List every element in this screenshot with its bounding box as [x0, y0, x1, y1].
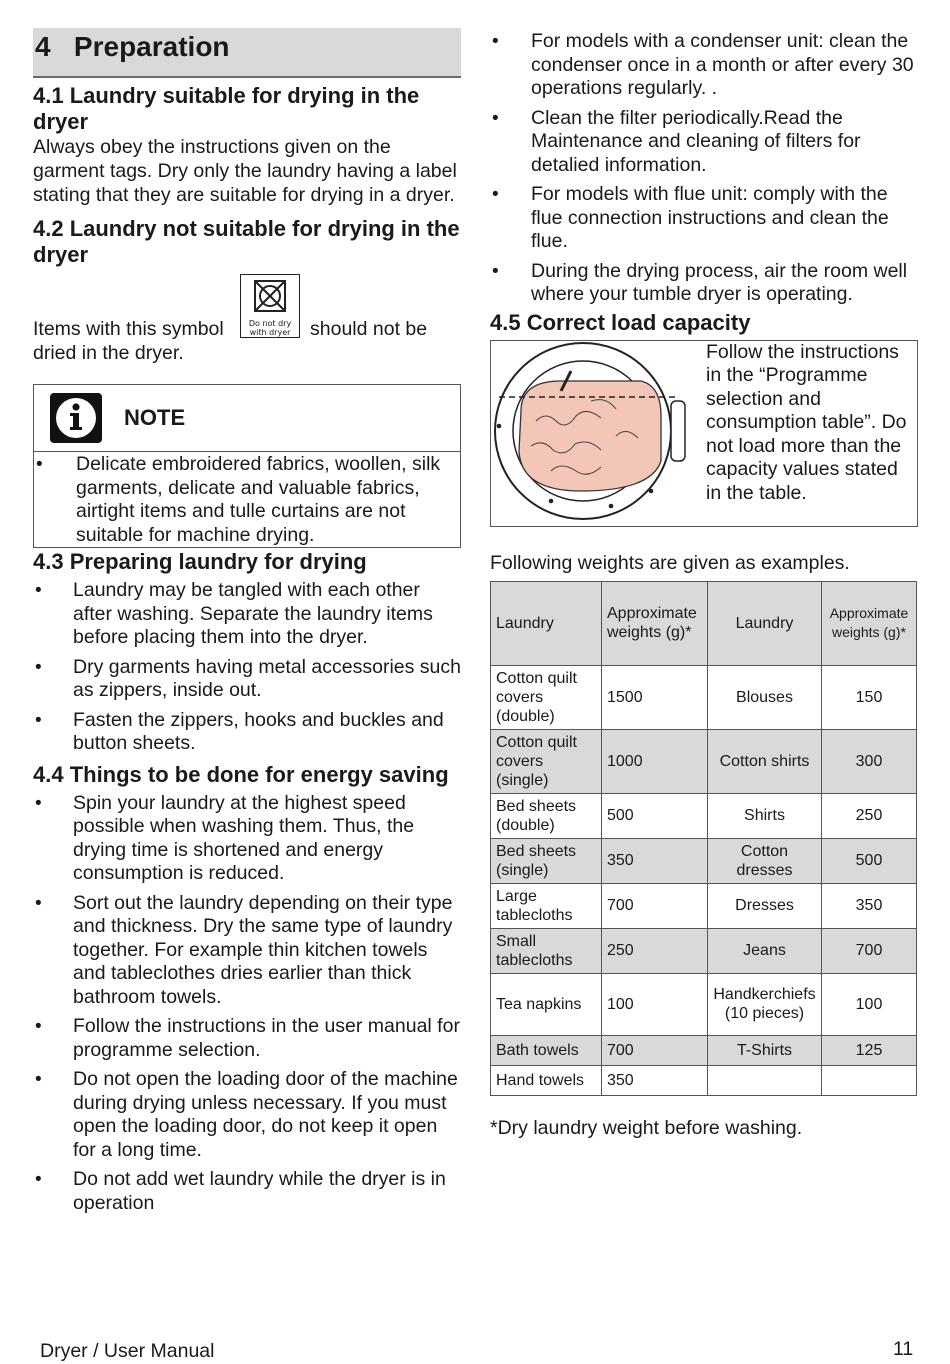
table-cell: Bath towels	[491, 1035, 602, 1065]
table-cell	[708, 1065, 822, 1095]
left-column	[33, 28, 461, 1221]
table-cell: 350	[602, 1065, 708, 1095]
note-body	[34, 453, 460, 547]
list-item: • For models with flue unit: comply with the flue connection instructions and clean the flue.	[490, 183, 918, 254]
table-cell: Cotton quilt covers (double)	[491, 665, 602, 729]
list-item: • Fasten the zippers, hooks and buckles and button sheets.	[33, 709, 461, 756]
table-row	[491, 793, 917, 838]
section-4-4-list	[33, 792, 461, 1216]
table-row	[491, 838, 917, 883]
section-4-5-heading: 4.5 Correct load capacity	[490, 309, 751, 335]
table-cell: 500	[602, 793, 708, 838]
section-4-3-heading: 4.3 Preparing laundry for drying	[33, 549, 367, 574]
do-not-dry-line	[33, 274, 461, 364]
load-capacity-text: Follow the instructions in the “Programme selection and consumption table”. Do not load more than the capacity values stated in the table.	[706, 340, 907, 504]
chapter-number: 4	[35, 31, 51, 62]
table-cell: 700	[602, 1035, 708, 1065]
footer-title: Dryer / User Manual	[40, 1340, 215, 1362]
table-row	[491, 1035, 917, 1065]
table-cell: Bed sheets (double)	[491, 793, 602, 838]
page-number: 11	[893, 1338, 914, 1360]
weights-table	[490, 581, 917, 1096]
list-item: • During the drying process, air the room well where your tumble dryer is operating.	[490, 260, 918, 307]
note-title: NOTE	[124, 405, 186, 430]
table-cell: Hand towels	[491, 1065, 602, 1095]
do-not-tumble-dry-symbol	[240, 274, 300, 338]
list-item: • Spin your laundry at the highest speed possible when washing them. Thus, the drying time is shortened and energy consumption is reduced.	[33, 792, 461, 886]
table-header-cell: Approximate weights (g)*	[602, 581, 708, 665]
table-cell: Small tablecloths	[491, 928, 602, 973]
right-column	[490, 28, 918, 1140]
table-row	[491, 928, 917, 973]
note-header	[34, 385, 460, 452]
table-header-cell: Approximate weights (g)*	[822, 581, 917, 665]
list-item: • Follow the instructions in the user manual for programme selection.	[33, 1015, 461, 1062]
table-cell: 100	[822, 973, 917, 1035]
table-cell: Shirts	[708, 793, 822, 838]
list-item: • Laundry may be tangled with each other after washing. Separate the laundry items before placing them into the dryer.	[33, 579, 461, 650]
table-cell: Jeans	[708, 928, 822, 973]
table-cell: 100	[602, 973, 708, 1035]
load-capacity-box	[490, 340, 918, 527]
table-cell: Cotton quilt covers (single)	[491, 729, 602, 793]
list-item: • Clean the filter periodically.Read the Maintenance and cleaning of filters for detalied information.	[490, 107, 918, 178]
section-4-1-body: Always obey the instructions given on the garment tags. Dry only the laundry having a label stating that they are suitable for drying in a dryer.	[33, 136, 457, 206]
section-4-2-heading: 4.2 Laundry not suitable for drying in the dryer	[33, 216, 460, 267]
table-cell	[822, 1065, 917, 1095]
table-cell: 250	[822, 793, 917, 838]
table-cell: Tea napkins	[491, 973, 602, 1035]
table-row	[491, 883, 917, 928]
symbol-caption: Do not dry with dryer	[248, 319, 292, 337]
symbol-text-after-2: dried in the dryer.	[33, 342, 184, 364]
table-cell: 150	[822, 665, 917, 729]
list-item: • Sort out the laundry depending on their type and thickness. Dry the same type of laundry together. For example thin kitchen towels and tableclothes dries earlier than thick bathroom towels.	[33, 892, 461, 1010]
table-cell: 350	[822, 883, 917, 928]
table-cell: T-Shirts	[708, 1035, 822, 1065]
table-cell: 125	[822, 1035, 917, 1065]
chapter-heading	[33, 28, 461, 78]
note-box	[33, 384, 461, 548]
list-item: • For models with a condenser unit: clean the condenser once in a month or after every 30 operations regularly. .	[490, 30, 918, 101]
note-item: • Delicate embroidered fabrics, woollen, silk garments, delicate and valuable fabrics, airtight items and tulle curtains are not suitable for machine drying.	[34, 453, 460, 547]
table-cell: Dresses	[708, 883, 822, 928]
section-4-4-heading: 4.4 Things to be done for energy saving	[33, 761, 449, 787]
table-cell: Blouses	[708, 665, 822, 729]
table-cell: 700	[822, 928, 917, 973]
table-cell: Handkerchiefs (10 pieces)	[708, 973, 822, 1035]
table-cell: 1500	[602, 665, 708, 729]
table-cell: Bed sheets (single)	[491, 838, 602, 883]
table-cell: 500	[822, 838, 917, 883]
list-item: • Dry garments having metal accessories such as zippers, inside out.	[33, 656, 461, 703]
table-cell: 1000	[602, 729, 708, 793]
symbol-text-before: Items with this symbol	[33, 318, 224, 340]
table-footnote: *Dry laundry weight before washing.	[490, 1116, 803, 1139]
chapter-title: Preparation	[73, 31, 230, 62]
table-cell: 300	[822, 729, 917, 793]
table-cell: Large tablecloths	[491, 883, 602, 928]
table-row	[491, 729, 917, 793]
table-cell: 700	[602, 883, 708, 928]
table-cell: 250	[602, 928, 708, 973]
list-item: • Do not add wet laundry while the dryer is in operation	[33, 1168, 461, 1215]
table-header-cell: Laundry	[491, 581, 602, 665]
section-4-3-list	[33, 579, 461, 756]
table-row	[491, 1065, 917, 1095]
table-cell: 350	[602, 838, 708, 883]
section-4-4-list-continued	[490, 30, 918, 307]
list-item: • Do not open the loading door of the machine during drying unless necessary. If you must open the loading door, do not keep it open for a long time.	[33, 1068, 461, 1162]
table-header-cell: Laundry	[708, 581, 822, 665]
table-header-row	[491, 581, 917, 665]
examples-intro: Following weights are given as examples.	[490, 551, 850, 574]
section-4-1-heading: 4.1 Laundry suitable for drying in the dryer	[33, 83, 420, 134]
tumble-dry-crossed-icon	[252, 278, 288, 314]
table-row	[491, 973, 917, 1035]
table-row	[491, 665, 917, 729]
table-cell: Cotton shirts	[708, 729, 822, 793]
table-cell: Cotton dresses	[708, 838, 822, 883]
symbol-text-after-1: should not be	[310, 318, 428, 340]
info-icon	[50, 393, 102, 443]
drum-illustration	[491, 341, 703, 526]
